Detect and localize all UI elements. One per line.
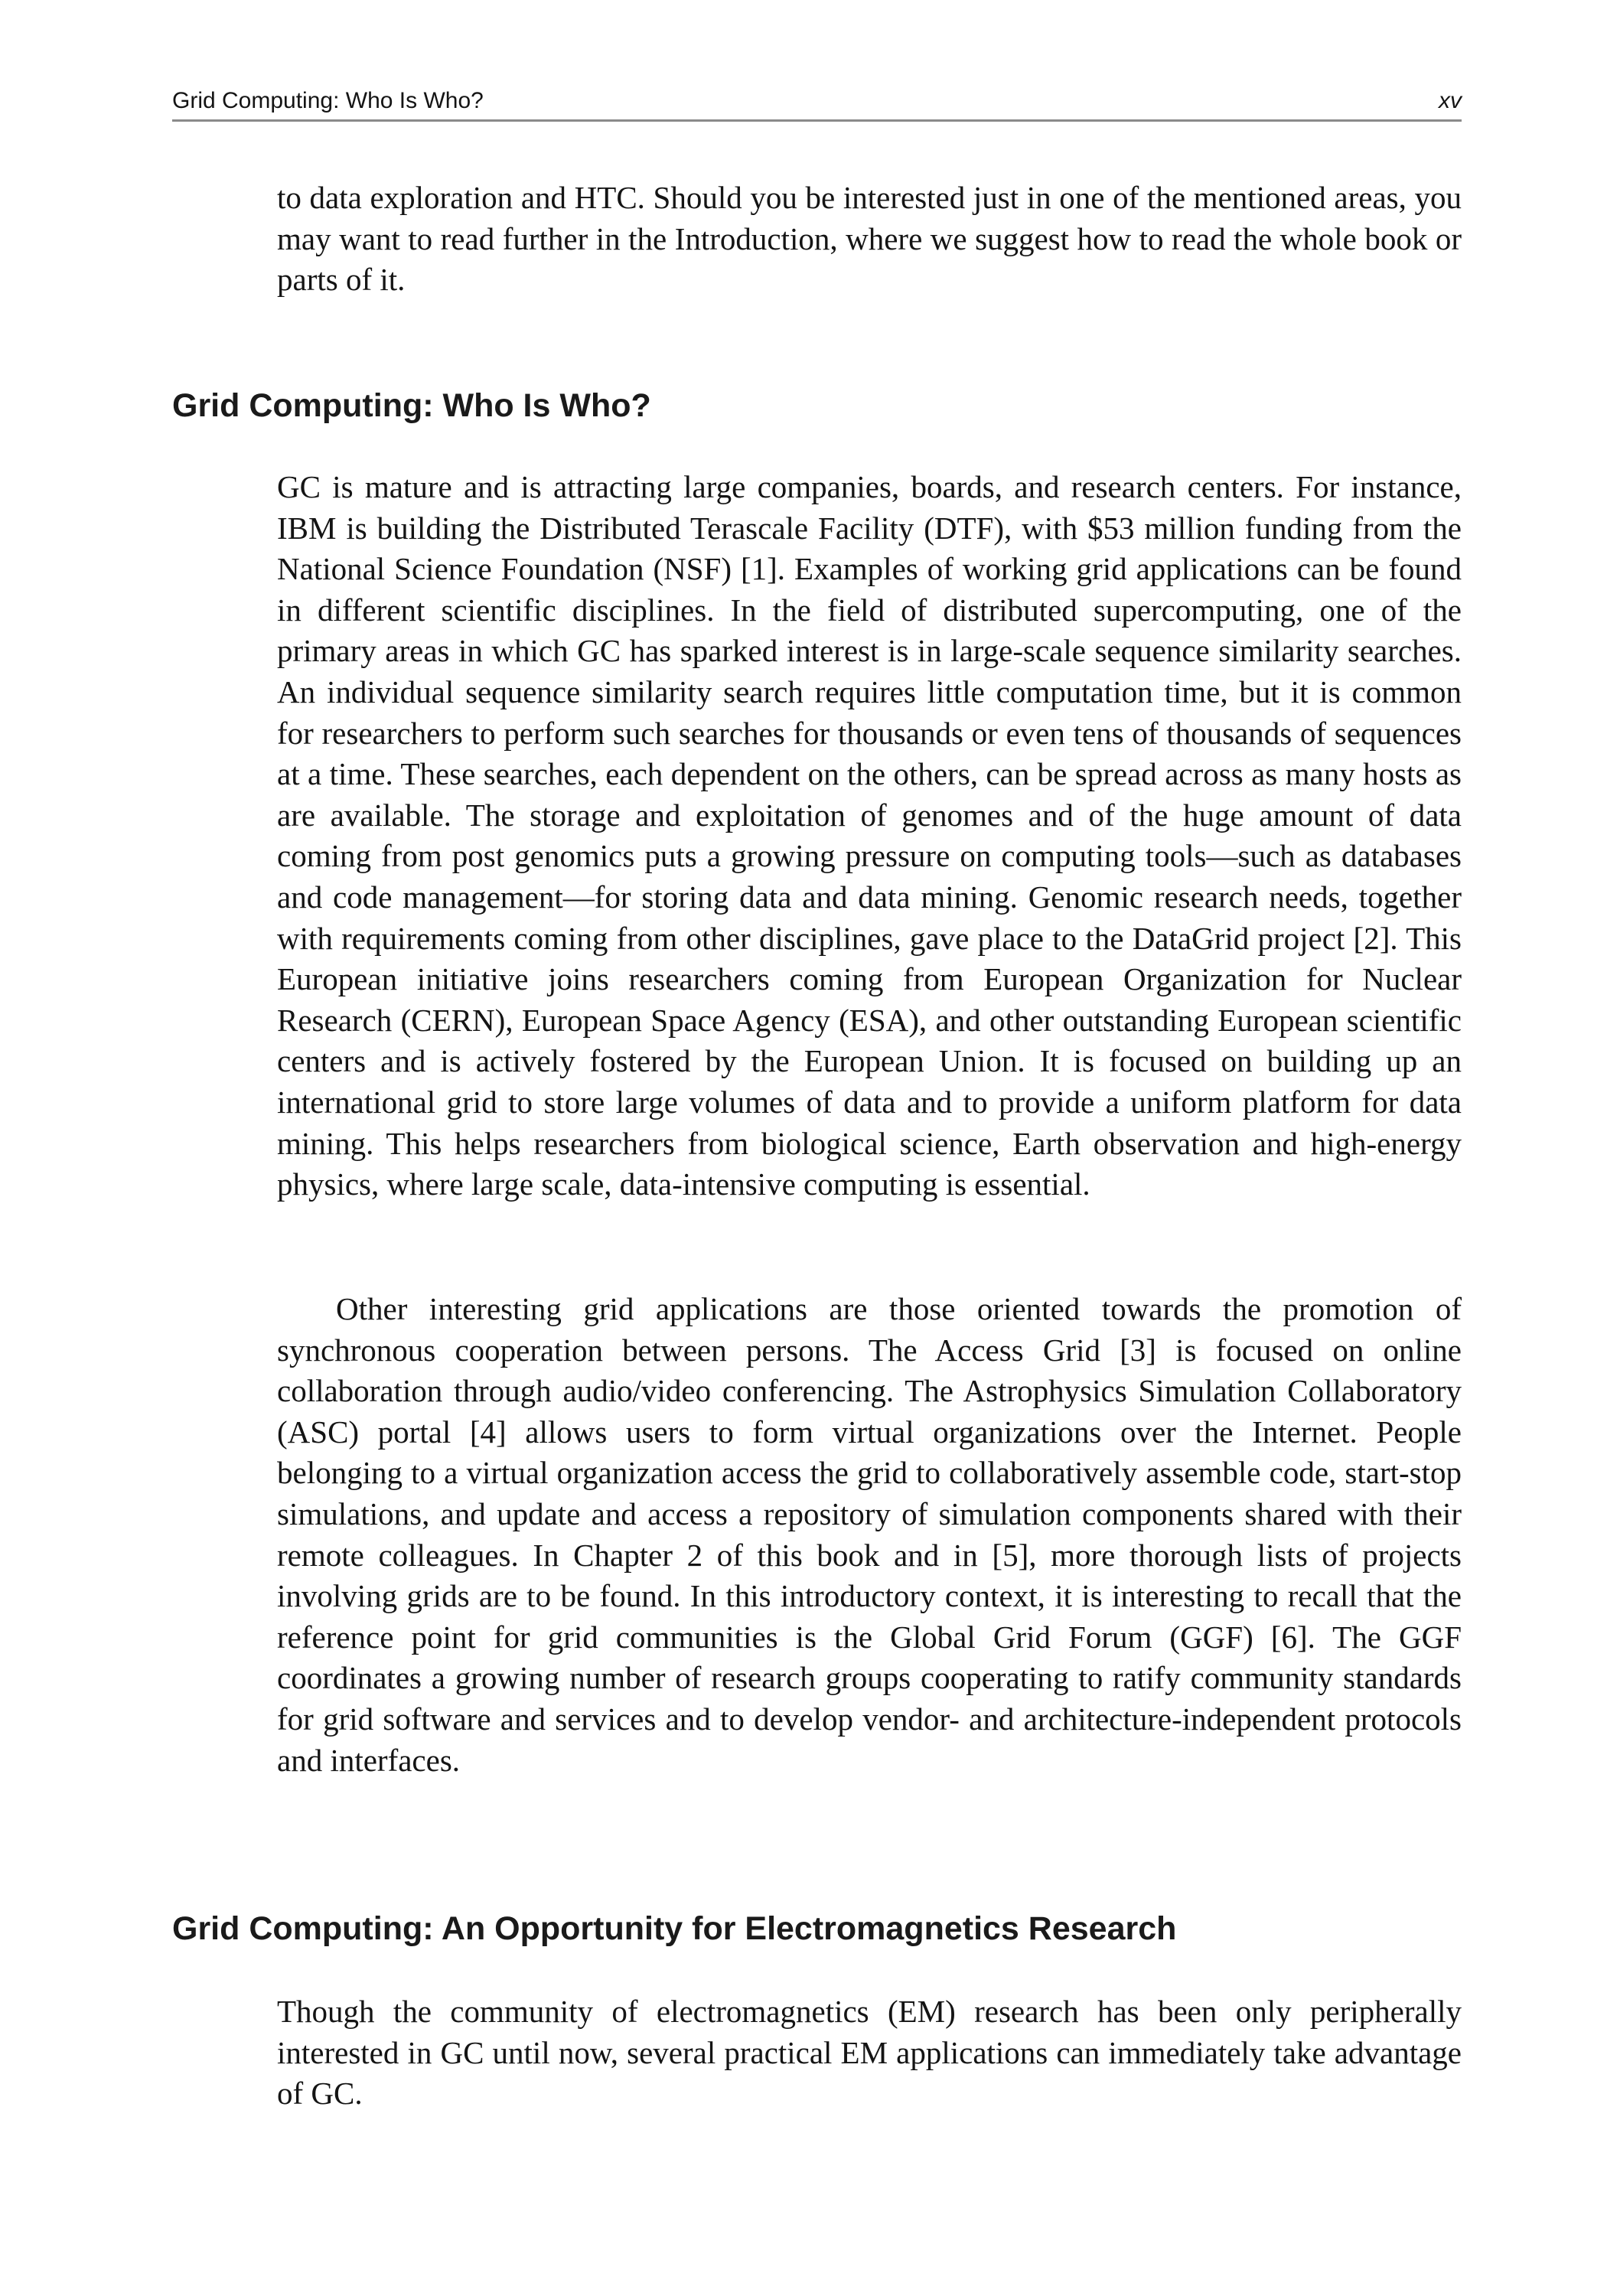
section-heading-em-research: Grid Computing: An Opportunity for Electromagnetics Research — [172, 1910, 1177, 1947]
running-title: Grid Computing: Who Is Who? — [172, 88, 484, 113]
body-paragraph-grid-applications: Other interesting grid applications are those oriented towards the promotion of synchronous cooperation between persons. The Access Grid [3] is focused on online collaboration through audio/video conferencing. The Astrophysics Simulation Collaboratory (ASC) portal [4] allows users to form virtual organizations over the Internet. People belonging to a virtual organization access the grid to collaboratively assemble code, start-stop simulations, and update and access a repository of simulation components shared with their remote colleagues. In Chapter 2 of this book and in [5], more thorough lists of projects involving grids are to be found. In this introductory context, it is interesting to recall that the reference point for grid communities is the Global Grid Forum (GGF) [6]. The GGF coordinates a growing number of research groups cooperating to ratify community standards for grid software and services and to develop vendor- and architecture-independent protocols and interfaces. — [277, 1291, 1462, 1778]
intro-paragraph: to data exploration and HTC. Should you be interested just in one of the mentioned areas, you may want to read further in the Introduction, where we suggest how to read the whole book or parts of it. — [277, 180, 1462, 298]
page-number: xv — [1439, 88, 1462, 113]
body-paragraph-gc-mature: GC is mature and is attracting large companies, boards, and research centers. For instance, IBM is building the Distributed Terascale Facility (DTF), with $53 million funding from the National Science Foundation (NSF) [1]. Examples of working grid applications can be found in different scientific disciplines. In the field of distributed supercomputing, one of the primary areas in which GC has sparked interest is in large-scale sequence similarity searches. An individual sequence similarity search requires little computation time, but it is common for researchers to perform such searches for thousands or even tens of thousands of sequences at a time. These searches, each dependent on the others, can be spread across as many hosts as are available. The storage and exploitation of genomes and of the huge amount of data coming from post genomics puts a growing pressure on computing tools—such as databases and code management—for storing data and data mining. Genomic research needs, together with requirements coming from other disciplines, gave place to the DataGrid project [2]. This European initiative joins researchers coming from European Organization for Nuclear Research (CERN), European Space Agency (ESA), and other outstanding European scientific centers and is actively fostered by the European Union. It is focused on building up an international grid to store large volumes of data and to provide a uniform platform for data mining. This helps researchers from biological science, Earth observation and high-energy physics, where large scale, data-intensive computing is essential. — [277, 469, 1462, 1202]
body-paragraph-em-community: Though the community of electromagnetics (EM) research has been only peripherally interested in GC until now, several practical EM applications can immediately take advantage of GC. — [277, 1994, 1462, 2112]
section-heading-who-is-who: Grid Computing: Who Is Who? — [172, 387, 651, 424]
running-header — [172, 83, 1462, 122]
